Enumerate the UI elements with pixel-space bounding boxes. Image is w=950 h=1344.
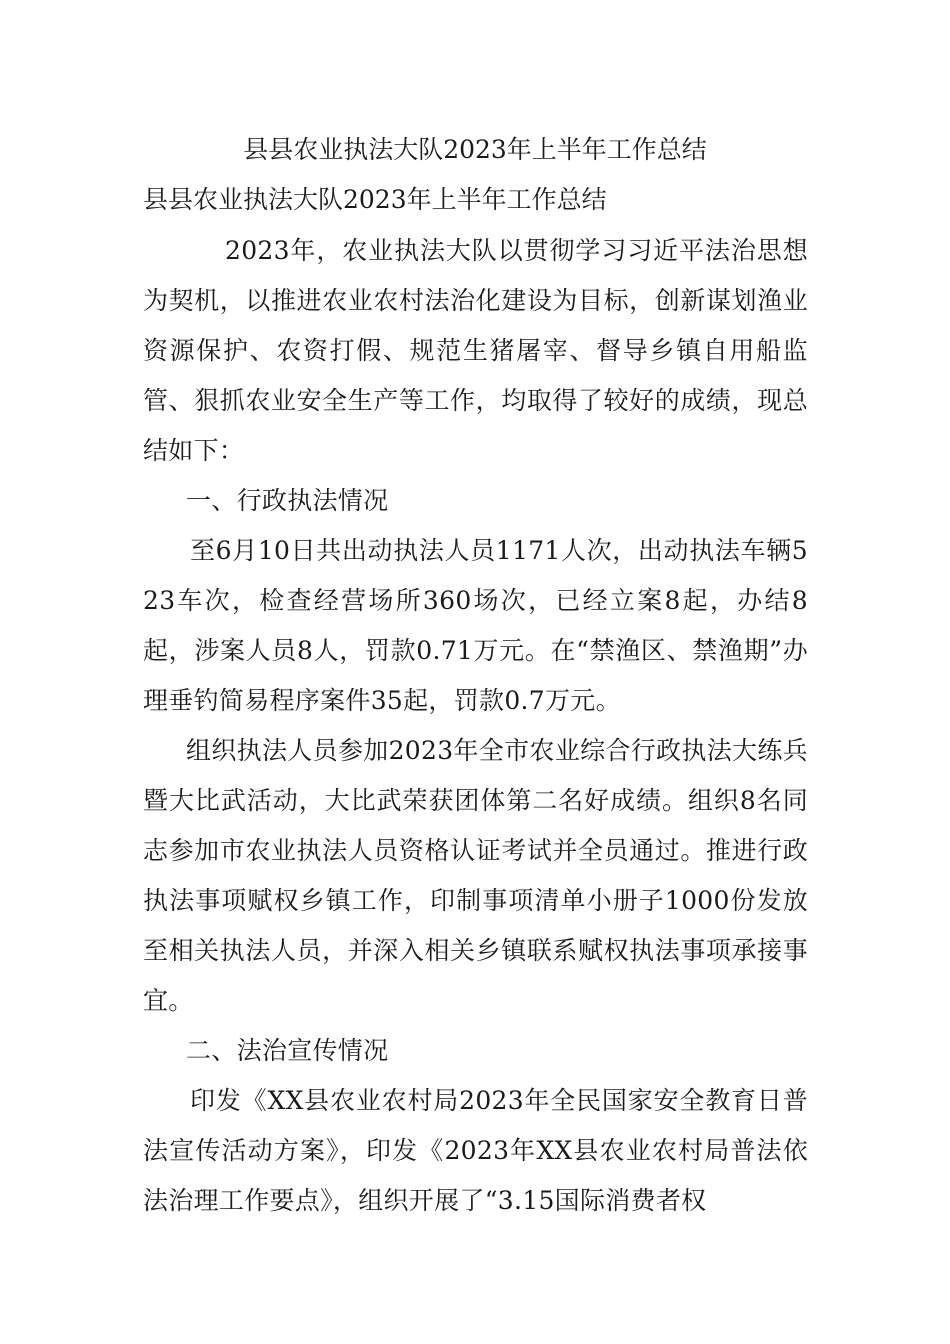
enforcement-statistics-paragraph: 至6月10日共出动执法人员1171人次，出动执法车辆523车次，检查经营场所360场次，已经立案8起，办结8起，涉案人员8人，罚款0.71万元。在“禁渔区、禁渔期”办理垂钓简易程序案件35起，罚款0.7万元。	[143, 536, 808, 715]
enforcement-training-paragraph: 组织执法人员参加2023年全市农业综合行政执法大练兵暨大比武活动，大比武荣获团体第二名好成绩。组织8名同志参加市农业执法人员资格认证考试并全员通过。推进行政执法事项赋权乡镇工作，印制事项清单小册子1000份发放至相关执法人员，并深入相关乡镇联系赋权执法事项承接事宜。	[143, 736, 808, 1015]
document-body	[143, 226, 808, 1226]
intro-paragraph: 2023年，农业执法大队以贯彻学习习近平法治思想为契机，以推进农业农村法治化建设为目标，创新谋划渔业资源保护、农资打假、规范生猪屠宰、督导乡镇自用船监管、狠抓农业安全生产等工作，均取得了较好的成绩，现总结如下：	[143, 236, 808, 465]
document-subtitle: 县县农业执法大队2023年上半年工作总结	[143, 185, 607, 214]
document-title: 县县农业执法大队2023年上半年工作总结	[243, 135, 707, 164]
legal-publicity-paragraph: 印发《XX县农业农村局2023年全民国家安全教育日普法宣传活动方案》，印发《2023年XX县农业农村局普法依法治理工作要点》，组织开展了“3.15国际消费者权	[143, 1086, 808, 1215]
section-heading-administrative-enforcement: 一、行政执法情况	[186, 486, 389, 515]
section-heading-legal-publicity: 二、法治宣传情况	[186, 1036, 389, 1065]
